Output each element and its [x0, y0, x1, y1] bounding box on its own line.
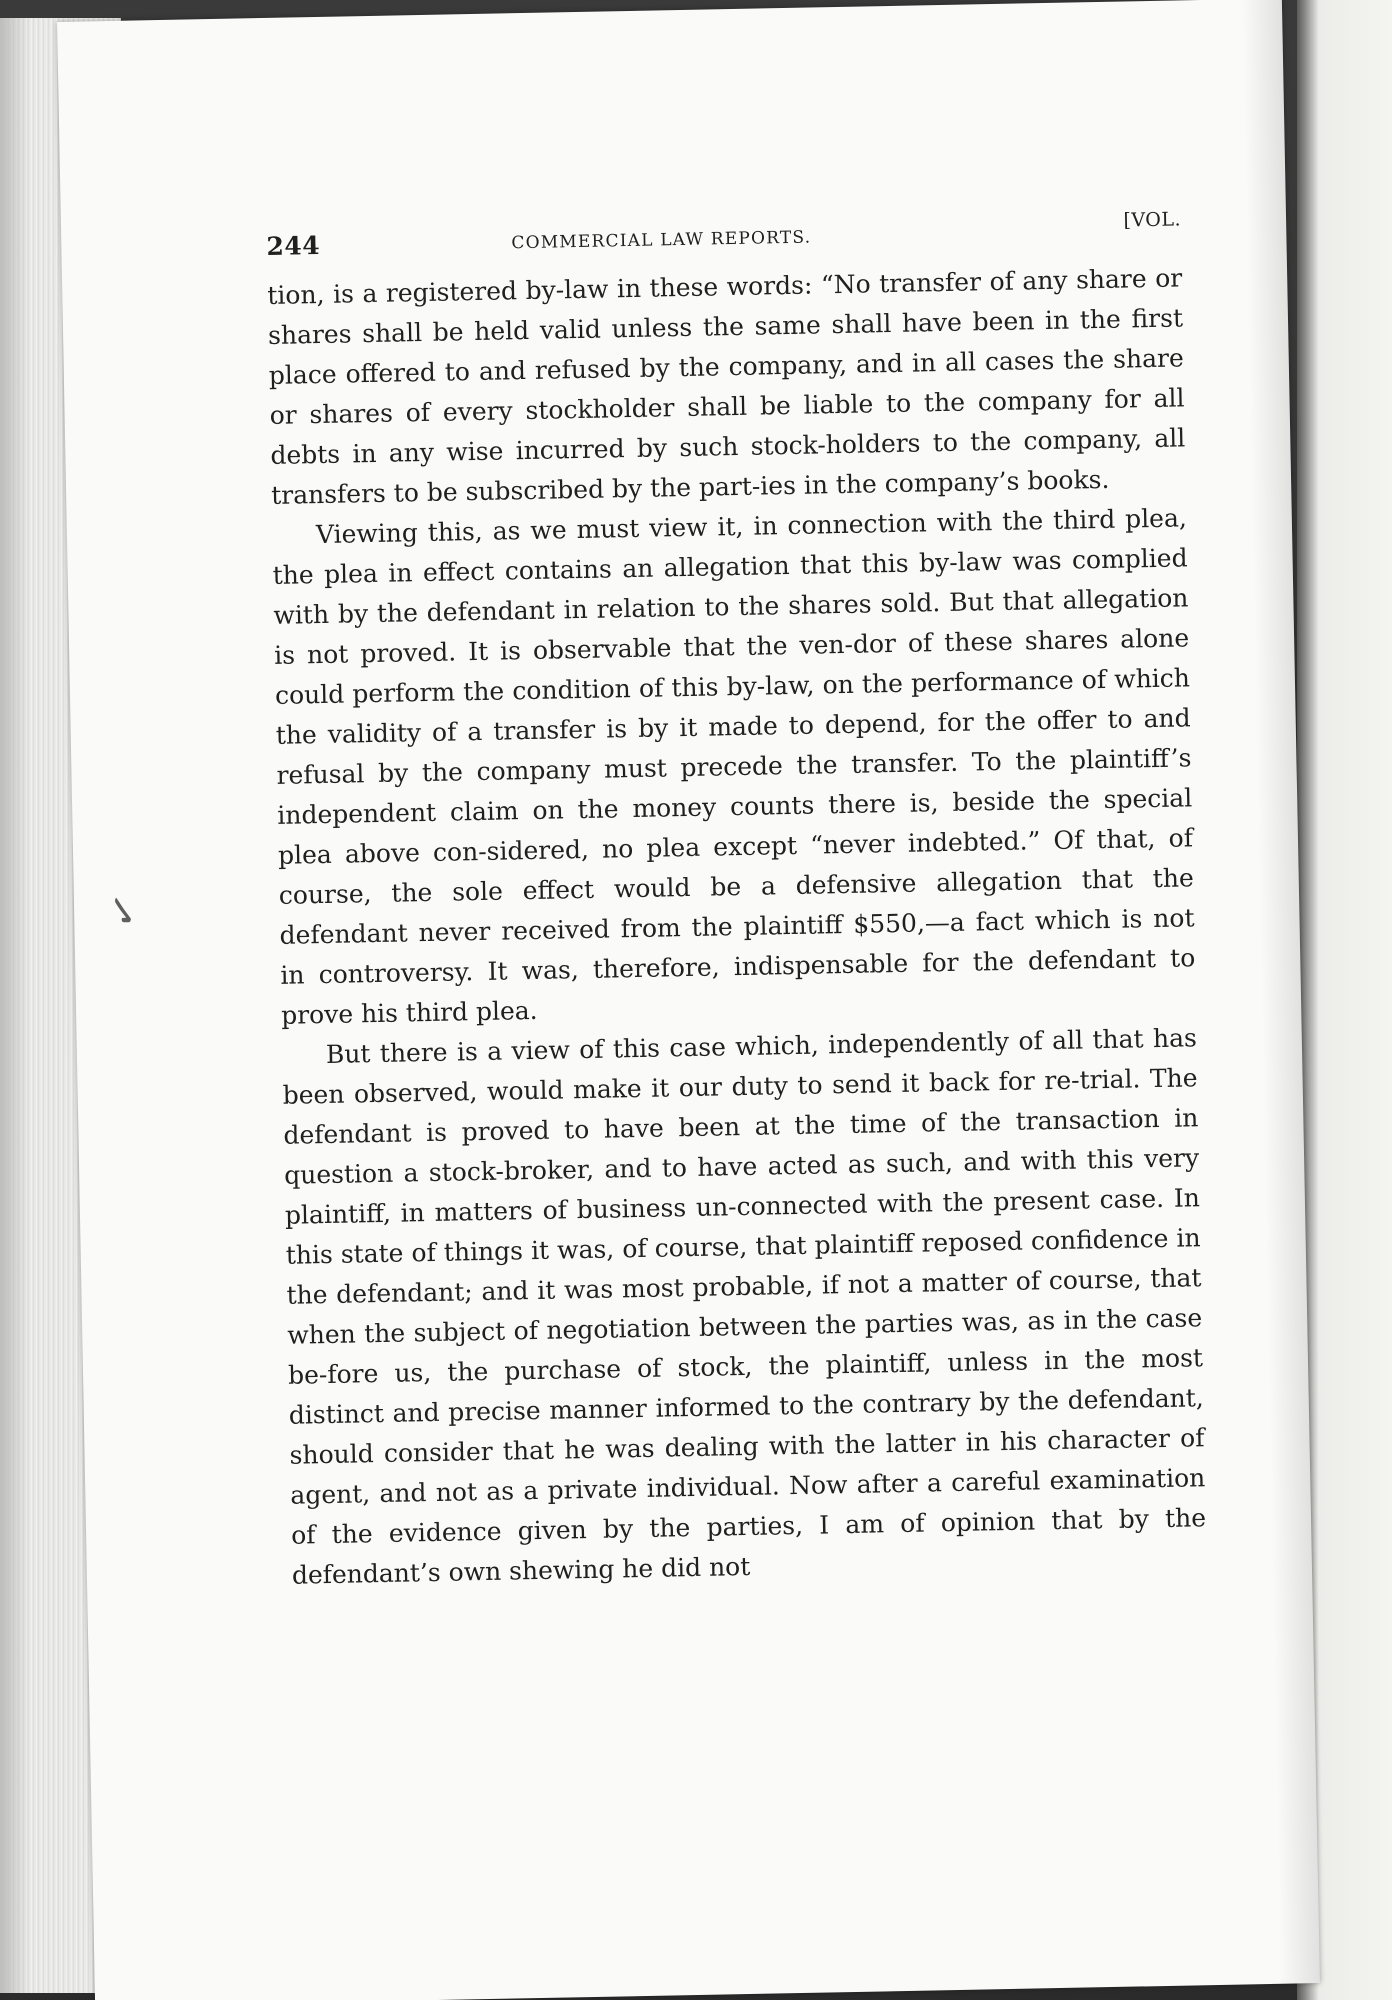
page-edge-shadow — [0, 18, 30, 1993]
page-number: 244 — [266, 230, 321, 261]
volume-label: [VOL. — [1123, 208, 1182, 232]
paragraph: Viewing this, as we must view it, in connection with the third plea, the plea in effect contains an allegation that this by-law was complied with by the defendant in relation to the shares sold. But that allegation is not proved. It is observable that the ven-dor of these shares alone could perform the condition of this by-law, on the performance of which the validity of a transfer is by it made to depend, for the offer to and refusal by the company must precede the transfer. To the plaintiff’s independent claim on the money counts there is, beside the special plea above con-sidered, no plea except “never indebted.” Of that, of course, the sole effect would be a defensive allegation that the defendant never received from the plaintiff $550,—a fact which is not in controversy. It was, therefore, indispensable for the defendant to prove his third plea. — [272, 503, 1196, 1030]
body-text — [267, 258, 1207, 1595]
paragraph: But there is a view of this case which, independently of all that has been observed, would make it our duty to send it back for re-trial. The defendant is proved to have been at the time of the transaction in question a stock-broker, and to have acted as such, and with this very plaintiff, in matters of business un-connected with the present case. In this state of things it was, of course, that plaintiff reposed confidence in the defendant; and it was most probable, if not a matter of course, that when the subject of negotiation between the parties was, as in the case be-fore us, the purchase of stock, the plaintiff, unless in the most distinct and precise manner informed to the contrary by the defendant, should consider that he was dealing with the latter in his character of agent, and not as a private individual. Now after a careful examination of the evidence given by the parties, I am of opinion that by the defendant’s own shewing he did not — [282, 1023, 1207, 1590]
gutter-mark-icon: ✓ — [96, 887, 152, 935]
paragraph: tion, is a registered by-law in these words: “No transfer of any share or shares shall be held valid unless the same shall have been in the first place offered to and refused by the company, and in all cases the share or shares of every stockholder shall be liable to the company for all debts in any wise incurred by such stock-holders to the company, all transfers to be subscribed by the part-ies in the company’s books. — [267, 263, 1186, 510]
book-page — [57, 0, 1320, 2000]
page-text-block — [266, 208, 1207, 1595]
running-title: COMMERCIAL LAW REPORTS. — [511, 227, 812, 254]
